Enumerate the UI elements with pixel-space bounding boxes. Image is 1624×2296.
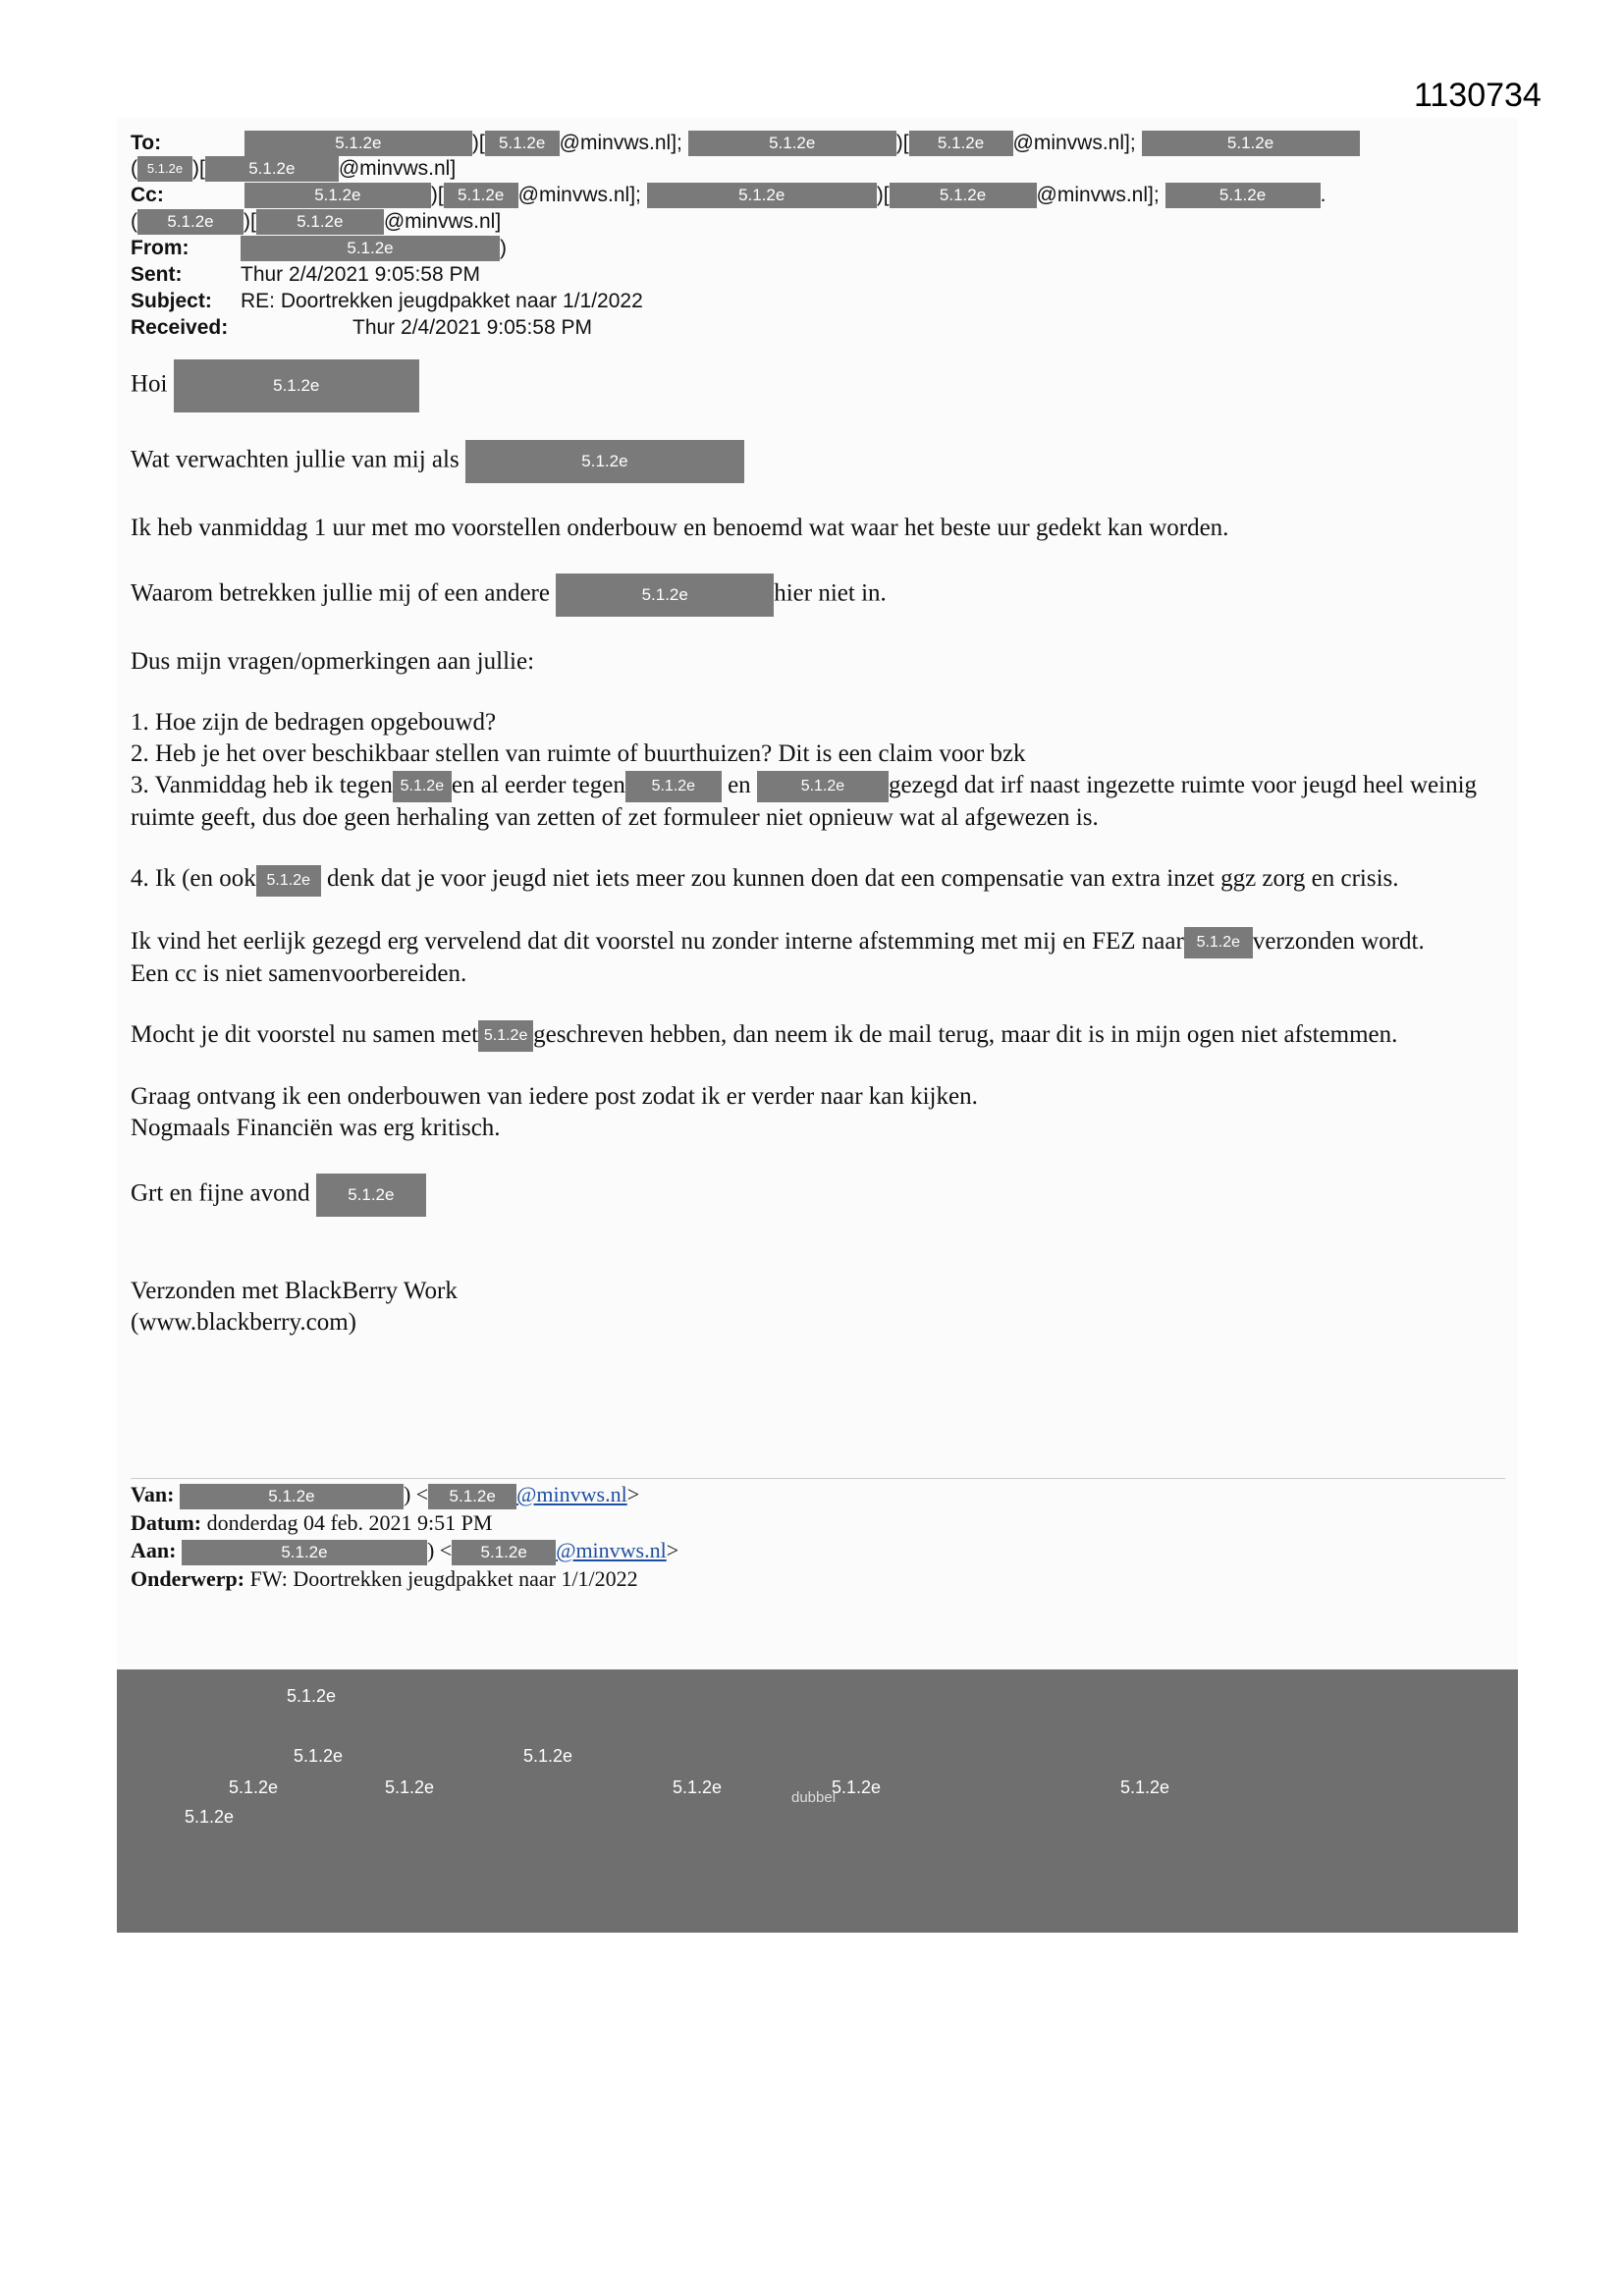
paragraph: geschreven hebben, dan neem ik de mail terug, maar dit is in mijn ogen niet afstemmen. <box>533 1020 1398 1048</box>
redaction: 5.1.2e <box>229 1777 279 1797</box>
redaction: 5.1.2e <box>673 1777 723 1797</box>
signature: (www.blackberry.com) <box>131 1309 356 1337</box>
sent-value: Thur 2/4/2021 9:05:58 PM <box>241 263 480 286</box>
paragraph: Wat verwachten jullie van mij als <box>131 446 460 473</box>
from-line: From: 5.1.2e ) <box>131 235 507 262</box>
to-line: To: 5.1.2e )[ 5.1.2e @minvws.nl]; 5.1.2e )[ 5.1.2e @minvws.nl]; 5.1.2e <box>131 130 1360 157</box>
redaction: 5.1.2e <box>180 1484 404 1509</box>
email-domain: @minvws.nl <box>338 157 451 180</box>
paragraph: hier niet in. <box>774 579 887 607</box>
redaction: 5.1.2e <box>244 131 472 156</box>
redaction: 5.1.2e <box>205 156 339 182</box>
redaction: 5.1.2e <box>1184 927 1253 958</box>
paragraph: verzonden wordt. <box>1252 927 1425 955</box>
email-body <box>131 359 1505 1368</box>
redaction: 5.1.2e <box>393 771 452 802</box>
email-domain: @minvws.nl <box>517 184 630 206</box>
document-number: 1130734 <box>1414 77 1542 114</box>
redaction: 5.1.2e <box>444 183 518 208</box>
sent-label: Sent: <box>131 263 183 286</box>
redaction: 5.1.2e <box>256 865 321 897</box>
redaction: 5.1.2e <box>832 1777 882 1797</box>
redaction: 5.1.2e <box>182 1540 427 1565</box>
paragraph: Ik vind het eerlijk gezegd erg vervelend dat dit voorstel nu zonder interne afstemming met mij en FEZ naar <box>131 927 1184 955</box>
list-item: 3. Vanmiddag heb ik tegen 5.1.2e en al eerder tegen 5.1.2e en 5.1.2e gezegd dat irf naast ingezette ruimte voor jeugd heel weinig ruimte geeft, dus doe geen herhaling van zetten of zet formuleer niet opnieuw wat al afgewezen is. <box>131 772 1478 832</box>
email-link[interactable]: @minvws.nl <box>556 1537 667 1562</box>
redaction: 5.1.2e <box>1120 1777 1170 1797</box>
list-item: denk dat je voor jeugd niet iets meer zou kunnen doen dat een compensatie van extra inzet ggz zorg en crisis. <box>327 865 1399 893</box>
datum-label: Datum: <box>131 1509 202 1535</box>
sent-line <box>131 261 480 289</box>
subject-value: RE: Doortrekken jeugdpakket naar 1/1/2022 <box>241 290 643 312</box>
redaction: 5.1.2e <box>185 1807 235 1827</box>
redaction: 5.1.2e <box>137 156 192 182</box>
list-item: 4. Ik (en ook <box>131 865 256 893</box>
email-domain: @minvws.nl <box>1036 184 1149 206</box>
large-redaction <box>117 1669 1518 1933</box>
datum-value: donderdag 04 feb. 2021 9:51 PM <box>206 1509 493 1535</box>
redaction: 5.1.2e <box>316 1174 426 1217</box>
redaction: 5.1.2e <box>244 183 431 208</box>
redaction: 5.1.2e <box>625 771 722 802</box>
subject-line <box>131 288 643 315</box>
onderwerp-value: FW: Doortrekken jeugdpakket naar 1/1/2022 <box>249 1565 638 1591</box>
paragraph: Mocht je dit voorstel nu samen met <box>131 1020 479 1048</box>
received-line <box>131 314 592 342</box>
received-value: Thur 2/4/2021 9:05:58 PM <box>352 316 592 339</box>
redaction: 5.1.2e <box>1142 131 1360 156</box>
list-item: 2. Heb je het over beschikbaar stellen van ruimte of buurthuizen? Dit is een claim voor bzk <box>131 740 1026 767</box>
redaction: 5.1.2e <box>256 209 384 235</box>
redaction: 5.1.2e <box>287 1686 337 1706</box>
divider <box>131 1478 1505 1479</box>
signature: Verzonden met BlackBerry Work <box>131 1278 458 1305</box>
email-domain: @minvws.nl <box>1012 132 1125 154</box>
redaction: 5.1.2e <box>688 131 896 156</box>
paragraph: Waarom betrekken jullie mij of een andere <box>131 579 550 607</box>
cc-label: Cc: <box>131 184 164 206</box>
paragraph: Dus mijn vragen/opmerkingen aan jullie: <box>131 648 535 675</box>
redaction: 5.1.2e <box>1165 183 1321 208</box>
redaction: 5.1.2e <box>294 1746 344 1766</box>
to-label: To: <box>131 132 162 154</box>
redaction: 5.1.2e <box>385 1777 435 1797</box>
redaction: 5.1.2e <box>241 236 500 261</box>
email-domain: @minvws.nl <box>559 132 672 154</box>
redaction: 5.1.2e <box>137 209 244 235</box>
redaction: 5.1.2e <box>174 359 419 412</box>
cc-line-2: ( 5.1.2e )[ 5.1.2e @minvws.nl] <box>131 208 501 236</box>
paragraph: Grt en fijne avond <box>131 1179 310 1207</box>
cc-line: Cc: 5.1.2e )[ 5.1.2e @minvws.nl]; 5.1.2e )[ 5.1.2e @minvws.nl]; 5.1.2e . <box>131 182 1326 209</box>
van-label: Van: <box>131 1482 175 1506</box>
paragraph: Nogmaals Financiën was erg kritisch. <box>131 1115 501 1142</box>
paragraph: Ik heb vanmiddag 1 uur met mo voorstellen onderbouw en benoemd wat waar het beste uur gedekt kan worden. <box>131 515 1229 541</box>
paragraph: Graag ontvang ik een onderbouwen van iedere post zodat ik er verder naar kan kijken. <box>131 1083 978 1111</box>
redaction: 5.1.2e <box>465 440 744 483</box>
email-domain: @minvws.nl <box>383 210 496 233</box>
subject-label: Subject: <box>131 290 212 312</box>
redaction: 5.1.2e <box>647 183 877 208</box>
redaction: 5.1.2e <box>428 1484 516 1509</box>
redaction: 5.1.2e <box>909 131 1013 156</box>
received-label: Received: <box>131 316 229 339</box>
redaction: 5.1.2e <box>485 131 560 156</box>
list-item: 1. Hoe zijn de bedragen opgebouwd? <box>131 709 497 736</box>
greeting: Hoi <box>131 370 168 398</box>
paragraph: Een cc is niet samenvoorbereiden. <box>131 959 467 987</box>
redaction: 5.1.2e <box>478 1020 533 1052</box>
redaction: 5.1.2e <box>556 574 774 617</box>
partial-text: dubbel <box>791 1789 837 1806</box>
redaction: 5.1.2e <box>890 183 1037 208</box>
from-label: From: <box>131 237 189 259</box>
forwarded-header: Van: 5.1.2e ) < 5.1.2e @minvws.nl> Datum: donderdag 04 feb. 2021 9:51 PM Aan: 5.1.2e ) < 5.1.2e @minvws.nl> Onderwerp: FW: Doortrekken jeugdpakket naar 1/1/2022 <box>131 1482 679 1591</box>
email-link[interactable]: @minvws.nl <box>516 1482 627 1506</box>
aan-label: Aan: <box>131 1537 177 1562</box>
redaction: 5.1.2e <box>523 1746 573 1766</box>
redaction: 5.1.2e <box>757 771 889 802</box>
to-line-2: ( 5.1.2e )[ 5.1.2e @minvws.nl] <box>131 155 456 183</box>
onderwerp-label: Onderwerp: <box>131 1565 245 1591</box>
redaction: 5.1.2e <box>452 1540 556 1565</box>
